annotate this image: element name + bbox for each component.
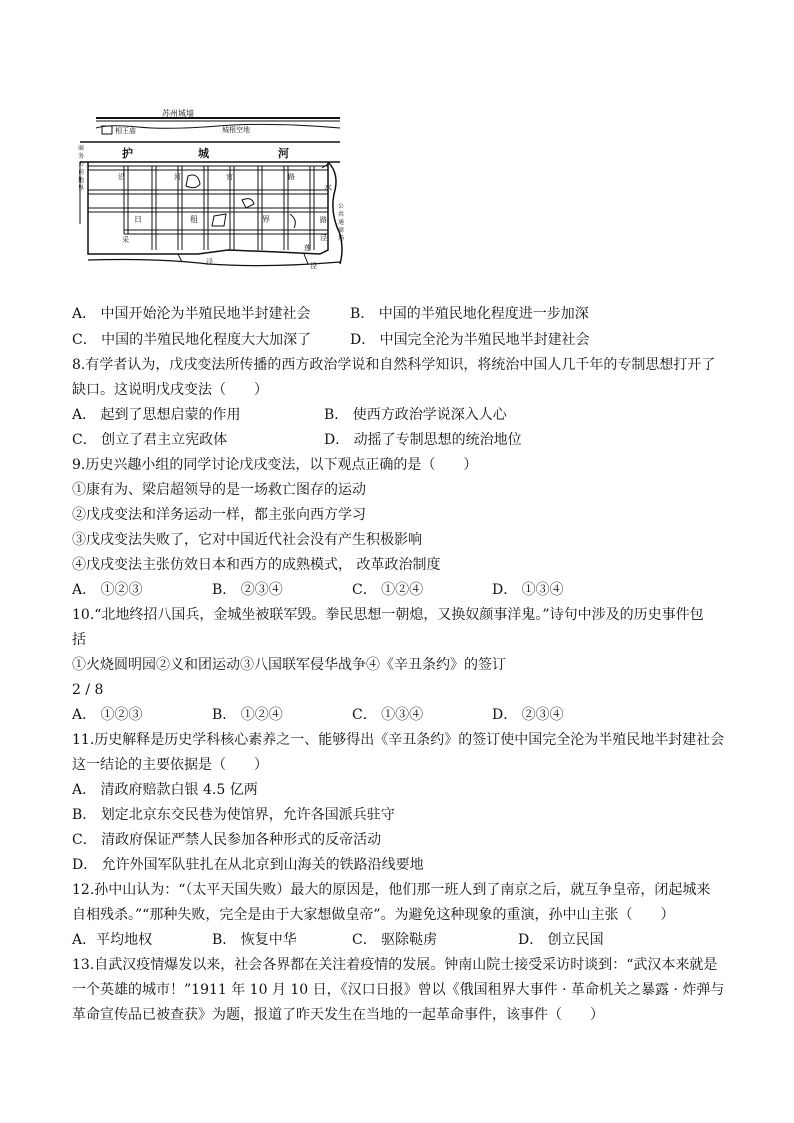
map-left-4: 司: [78, 169, 85, 176]
concession-map: [78, 104, 346, 270]
map-label-temple: 相王庙: [115, 127, 136, 135]
map-road-1: 沿: [118, 173, 125, 181]
map-left-1: 商: [78, 145, 85, 152]
map-concession-2: 租: [190, 215, 198, 224]
q10-option-a: A． ①②③: [72, 707, 143, 723]
map-left-3: 公: [78, 161, 85, 168]
q13-stem-line1: 13.自武汉疫情爆发以来，社会各界都在关注着疫情的发展。钟南山院士接受采访时谈到：“武汉本来就是: [72, 957, 718, 973]
q12-stem-line2: 自相残杀。”“那种失败，完全是由于大家想做皇帝”。为避免这种现象的重演，孙中山主张（ ）: [72, 907, 675, 923]
q13-stem-line3: 革命宣传品已被查获》为题，报道了昨天发生在当地的一起革命事件，该事件（ ）: [72, 1007, 604, 1023]
page-number: 2 / 8: [72, 682, 104, 698]
q13-stem-line2: 一个英雄的城市！”1911 年 10 月 10 日，《汉口日报》曾以《俄国租界大事件 · 革命机关之暴露 · 炸弹与: [72, 982, 725, 998]
q12-stem-line1: 12.孙中山认为：“（太平天国失败）最大的原因是，他们那一班人到了南京之后，就互争皇帝，闭起城来: [72, 882, 711, 898]
map-bottom-3: 莲: [304, 244, 311, 252]
q8-option-a: A． 起到了思想启蒙的作用: [72, 407, 241, 423]
q11-option-d: D． 允许外国军队驻扎在从北京到山海关的铁路沿线要地: [72, 857, 424, 873]
q7-option-a: A． 中国开始沦为半殖民地半封建社会: [72, 306, 311, 322]
map-left-6: 界: [78, 185, 85, 192]
map-concession-1: 日: [134, 215, 142, 224]
q12-option-a: A．平均地权: [72, 932, 153, 948]
map-right-3: 通: [338, 219, 345, 226]
q8-option-b: B． 使西方政治学说深入人心: [324, 407, 507, 423]
q10-items: ①火烧圆明园②义和团运动③八国联军侵华战争④《辛丑条约》的签订: [72, 657, 506, 673]
map-bottom-4: 泾: [310, 262, 317, 270]
q10-stem-line2: 括: [72, 632, 86, 648]
map-left-2: 务: [78, 153, 85, 160]
q10-stem-line1: 10.“北地终招八国兵，金城坐被联军毁。拳民思想一朝熄，又换奴颜事洋鬼。”诗句中涉及的历史事件包: [72, 607, 704, 623]
map-right-road-2: 泾: [320, 234, 327, 242]
q9-option-c: C． ①②④: [352, 582, 424, 598]
map-concession-3: 界: [262, 215, 270, 224]
map-right-road-1: 路: [320, 216, 327, 224]
q8-stem-line1: 8.有学者认为，戊戌变法所传播的西方政治学说和自然科学知识，将统治中国人几千年的专制思想打开了: [72, 357, 716, 373]
map-right-2: 共: [338, 211, 345, 218]
q9-option-b: B． ②③④: [212, 582, 283, 598]
q9-option-a: A． ①②③: [72, 582, 143, 598]
map-road-3: 官: [226, 173, 233, 181]
q12-option-b: B． 恢复中华: [212, 932, 297, 948]
map-label-moat-2: 城: [198, 147, 209, 160]
q10-option-b: B． ①②④: [212, 707, 283, 723]
map-right-1: 公: [338, 203, 345, 210]
map-road-4: 路: [288, 173, 295, 181]
map-bottom-1: 采: [122, 236, 129, 244]
q9-item-3: ③戊戌变法失败了，它对中国近代社会没有产生积极影响: [72, 532, 422, 548]
q12-option-d: D． 创立民国: [518, 932, 604, 948]
map-road-2: 河: [174, 173, 181, 181]
map-right-5: 场: [338, 235, 345, 242]
q11-option-b: B． 划定北京东交民巷为使馆界，允许各国派兵驻守: [72, 807, 395, 823]
q10-option-c: C． ①③④: [352, 707, 424, 723]
q8-stem-line2: 缺口。这说明戊戌变法（ ）: [72, 382, 268, 398]
map-bottom-2: 泾: [206, 258, 213, 266]
q10-option-d: D． ②③④: [492, 707, 564, 723]
map-left-5: 地: [78, 177, 85, 184]
q12-option-c: C． 驱除鞑虏: [352, 932, 438, 948]
q9-stem: 9.历史兴趣小组的同学讨论戊戌变法，以下观点正确的是（ ）: [72, 457, 478, 473]
map-label-wall: 苏州城墙: [162, 109, 194, 118]
q9-option-d: D． ①③④: [492, 582, 564, 598]
map-water: 水: [324, 183, 332, 192]
map-label-moat-1: 护: [122, 147, 133, 160]
q11-option-a: A． 清政府赔款白银 4.5 亿两: [72, 782, 258, 798]
q7-option-d: D． 中国完全沦为半殖民地半封建社会: [350, 332, 590, 348]
q8-option-c: C． 创立了君主立宪政体: [72, 432, 228, 448]
map-label-vacant: 城根空地: [222, 126, 250, 134]
q7-option-c: C． 中国的半殖民地化程度大大加深了: [72, 332, 312, 348]
q11-option-c: C． 清政府保证严禁人民参加各种形式的反帝活动: [72, 832, 382, 848]
map-label-moat-3: 河: [278, 147, 289, 160]
q9-item-2: ②戊戌变法和洋务运动一样，都主张向西方学习: [72, 507, 366, 523]
q9-item-4: ④戊戌变法主张仿效日本和西方的成熟模式， 改革政治制度: [72, 557, 441, 573]
map-right-4: 商: [338, 227, 345, 234]
q8-option-d: D． 动摇了专制思想的统治地位: [324, 432, 522, 448]
q7-option-b: B． 中国的半殖民地化程度进一步加深: [350, 306, 589, 322]
q9-item-1: ①康有为、梁启超领导的是一场救亡图存的运动: [72, 482, 366, 498]
q11-stem-line1: 11.历史解释是历史学科核心素养之一、能够得出《辛丑条约》的签订使中国完全沦为半殖民地半封建社会: [72, 732, 725, 748]
q11-stem-line2: 这一结论的主要依据是（ ）: [72, 757, 268, 773]
